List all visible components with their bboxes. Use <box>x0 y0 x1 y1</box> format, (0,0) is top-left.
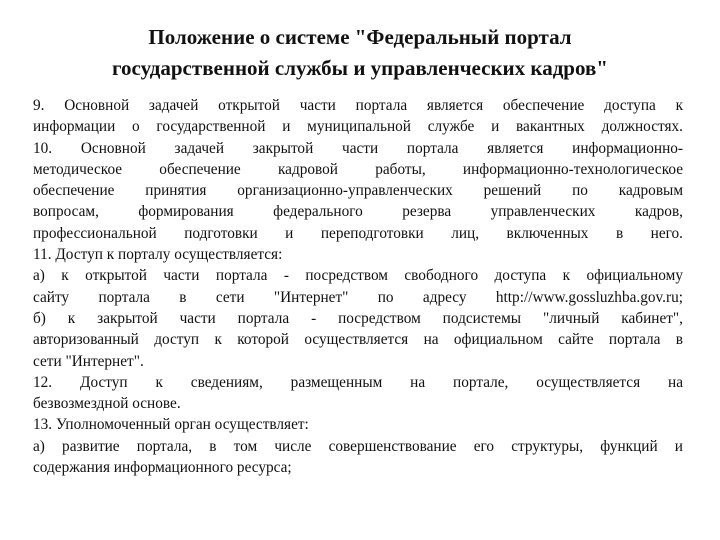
title-line-2: государственной службы и управленческих кадров" <box>112 56 608 80</box>
text-line: б) к закрытой части портала - посредством подсистемы "личный кабинет", <box>33 309 683 327</box>
text-line: а) развитие портала, в том числе совершенствование его структуры, функций и <box>33 437 683 455</box>
text-line: 11. Доступ к порталу осуществляется: <box>33 246 283 264</box>
body-text <box>33 95 683 478</box>
text-line: 10. Основной задачей закрытой части портала является информационно- <box>33 139 683 157</box>
text-line: безвозмездной основе. <box>33 395 181 413</box>
title-line-1: Положение о системе "Федеральный портал <box>148 25 572 49</box>
text-line: авторизованный доступ к которой осуществляется на официальном сайте портала в <box>33 331 683 349</box>
text-line: вопросам, формирования федерального резерва управленческих кадров, <box>33 203 683 221</box>
text-line: содержания информационного ресурса; <box>33 459 292 477</box>
text-line: 13. Уполномоченный орган осуществляет: <box>33 416 309 434</box>
text-line: сети "Интернет". <box>33 352 144 370</box>
text-line: а) к открытой части портала - посредством свободного доступа к официальному <box>33 267 683 285</box>
text-line: методическое обеспечение кадровой работы, информационно-технологическое <box>33 160 683 178</box>
text-line: обеспечение принятия организационно-управленческих решений по кадровым <box>33 182 683 200</box>
text-line: профессиональной подготовки и переподготовки лиц, включенных в него. <box>33 224 683 242</box>
text-line: сайту портала в сети "Интернет" по адресу http://www.gossluzhba.gov.ru; <box>33 288 683 306</box>
text-line: информации о государственной и муниципальной службе и вакантных должностях. <box>33 118 683 136</box>
text-line: 12. Доступ к сведениям, размещенным на портале, осуществляется на <box>33 373 683 391</box>
text-line: 9. Основной задачей открытой части портала является обеспечение доступа к <box>33 97 683 114</box>
page-title <box>40 22 680 84</box>
